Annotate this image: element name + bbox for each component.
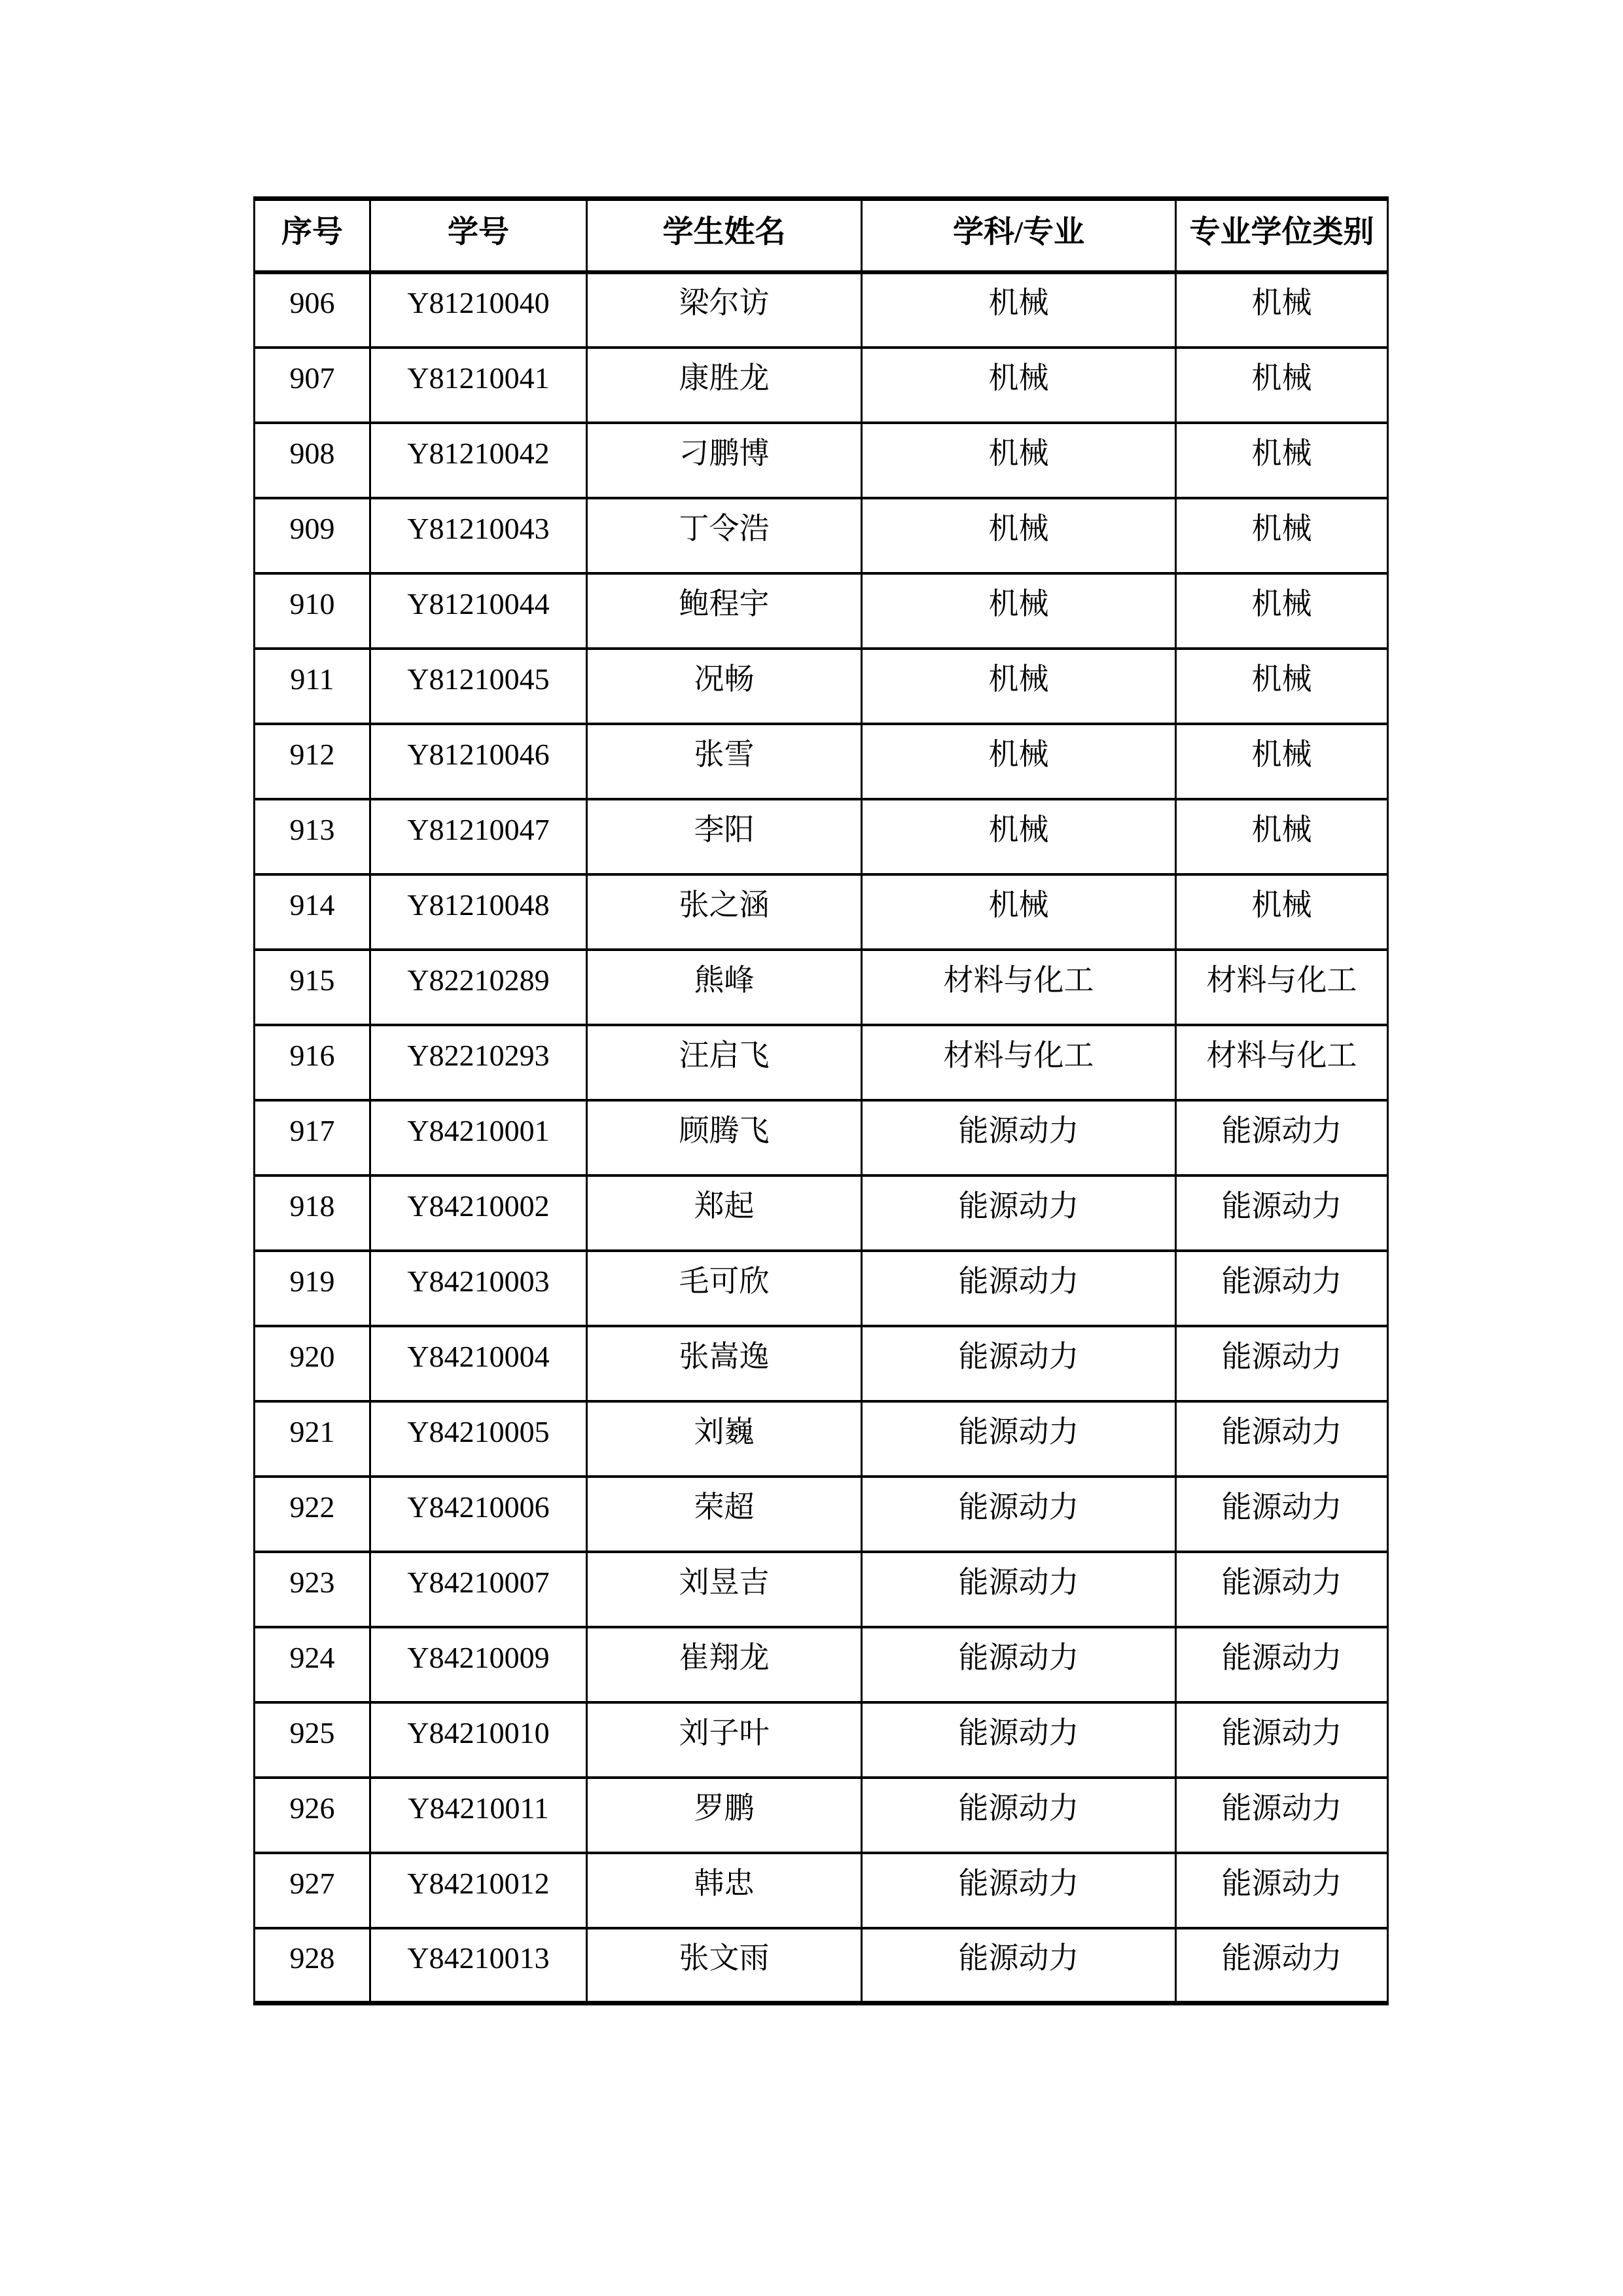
cell-student-id: Y82210293 (370, 1025, 587, 1100)
cell-serial: 913 (255, 799, 370, 874)
cell-student-name: 梁尔访 (587, 272, 862, 348)
cell-student-name: 毛可欣 (587, 1251, 862, 1326)
cell-degree-category: 能源动力 (1176, 1251, 1388, 1326)
cell-serial: 907 (255, 348, 370, 423)
cell-serial: 921 (255, 1401, 370, 1477)
cell-serial: 918 (255, 1175, 370, 1251)
cell-student-id: Y81210040 (370, 272, 587, 348)
cell-major: 能源动力 (862, 1702, 1176, 1778)
cell-serial: 914 (255, 874, 370, 950)
cell-student-id: Y81210048 (370, 874, 587, 950)
cell-student-name: 张文雨 (587, 1928, 862, 2003)
cell-degree-category: 机械 (1176, 874, 1388, 950)
table-row (255, 423, 1388, 498)
cell-student-id: Y84210001 (370, 1100, 587, 1175)
cell-serial: 909 (255, 498, 370, 573)
table-row (255, 1702, 1388, 1778)
cell-student-name: 罗鹏 (587, 1778, 862, 1853)
column-header-student-id: 学号 (370, 199, 587, 272)
column-header-serial: 序号 (255, 199, 370, 272)
cell-student-id: Y84210009 (370, 1627, 587, 1702)
cell-serial: 919 (255, 1251, 370, 1326)
cell-major: 能源动力 (862, 1401, 1176, 1477)
cell-degree-category: 机械 (1176, 573, 1388, 649)
cell-student-name: 鲍程宇 (587, 573, 862, 649)
table-row (255, 1778, 1388, 1853)
table-row (255, 1175, 1388, 1251)
cell-major: 能源动力 (862, 1326, 1176, 1401)
cell-student-id: Y84210012 (370, 1853, 587, 1928)
student-roster-table (253, 196, 1389, 2005)
cell-major: 能源动力 (862, 1100, 1176, 1175)
table-row (255, 1326, 1388, 1401)
cell-degree-category: 机械 (1176, 348, 1388, 423)
cell-degree-category: 能源动力 (1176, 1100, 1388, 1175)
cell-student-name: 李阳 (587, 799, 862, 874)
cell-degree-category: 能源动力 (1176, 1853, 1388, 1928)
table-row (255, 950, 1388, 1025)
cell-serial: 908 (255, 423, 370, 498)
cell-student-name: 顾腾飞 (587, 1100, 862, 1175)
cell-degree-category: 机械 (1176, 498, 1388, 573)
column-header-degree-category: 专业学位类别 (1176, 199, 1388, 272)
cell-student-id: Y81210043 (370, 498, 587, 573)
cell-student-id: Y81210044 (370, 573, 587, 649)
cell-major: 机械 (862, 498, 1176, 573)
cell-serial: 910 (255, 573, 370, 649)
cell-student-id: Y81210046 (370, 724, 587, 799)
cell-degree-category: 材料与化工 (1176, 1025, 1388, 1100)
cell-major: 能源动力 (862, 1853, 1176, 1928)
cell-student-id: Y82210289 (370, 950, 587, 1025)
table-row (255, 573, 1388, 649)
cell-degree-category: 能源动力 (1176, 1627, 1388, 1702)
cell-serial: 911 (255, 649, 370, 724)
cell-degree-category: 能源动力 (1176, 1552, 1388, 1627)
table-row (255, 1025, 1388, 1100)
cell-student-name: 张雪 (587, 724, 862, 799)
cell-major: 机械 (862, 272, 1176, 348)
cell-degree-category: 能源动力 (1176, 1175, 1388, 1251)
cell-degree-category: 能源动力 (1176, 1702, 1388, 1778)
cell-major: 能源动力 (862, 1552, 1176, 1627)
cell-student-id: Y84210007 (370, 1552, 587, 1627)
cell-student-name: 韩忠 (587, 1853, 862, 1928)
cell-student-id: Y84210006 (370, 1477, 587, 1552)
cell-student-id: Y81210041 (370, 348, 587, 423)
table-row (255, 724, 1388, 799)
cell-serial: 928 (255, 1928, 370, 2003)
cell-student-id: Y84210003 (370, 1251, 587, 1326)
cell-serial: 920 (255, 1326, 370, 1401)
cell-student-id: Y84210004 (370, 1326, 587, 1401)
cell-degree-category: 能源动力 (1176, 1477, 1388, 1552)
cell-student-name: 荣超 (587, 1477, 862, 1552)
cell-student-name: 刘子叶 (587, 1702, 862, 1778)
cell-degree-category: 能源动力 (1176, 1778, 1388, 1853)
cell-student-name: 张之涵 (587, 874, 862, 950)
cell-degree-category: 能源动力 (1176, 1401, 1388, 1477)
table-row (255, 272, 1388, 348)
cell-major: 机械 (862, 799, 1176, 874)
table-row (255, 1251, 1388, 1326)
cell-student-name: 刁鹏博 (587, 423, 862, 498)
cell-degree-category: 机械 (1176, 649, 1388, 724)
table-row (255, 1100, 1388, 1175)
column-header-student-name: 学生姓名 (587, 199, 862, 272)
cell-student-id: Y81210045 (370, 649, 587, 724)
cell-major: 机械 (862, 423, 1176, 498)
cell-major: 能源动力 (862, 1778, 1176, 1853)
cell-student-name: 熊峰 (587, 950, 862, 1025)
table-body (255, 272, 1388, 2003)
cell-serial: 915 (255, 950, 370, 1025)
cell-student-id: Y84210013 (370, 1928, 587, 2003)
cell-serial: 926 (255, 1778, 370, 1853)
cell-degree-category: 机械 (1176, 799, 1388, 874)
cell-major: 能源动力 (862, 1928, 1176, 2003)
table-row (255, 498, 1388, 573)
cell-student-id: Y84210010 (370, 1702, 587, 1778)
cell-degree-category: 能源动力 (1176, 1326, 1388, 1401)
cell-major: 能源动力 (862, 1627, 1176, 1702)
table-row (255, 1401, 1388, 1477)
cell-major: 机械 (862, 573, 1176, 649)
cell-major: 材料与化工 (862, 1025, 1176, 1100)
table-header-row (255, 199, 1388, 272)
cell-student-id: Y81210042 (370, 423, 587, 498)
cell-degree-category: 能源动力 (1176, 1928, 1388, 2003)
cell-student-id: Y84210011 (370, 1778, 587, 1853)
cell-serial: 912 (255, 724, 370, 799)
table-row (255, 1928, 1388, 2003)
cell-student-name: 况畅 (587, 649, 862, 724)
cell-student-id: Y84210002 (370, 1175, 587, 1251)
table-row (255, 1627, 1388, 1702)
cell-major: 机械 (862, 724, 1176, 799)
cell-serial: 922 (255, 1477, 370, 1552)
cell-serial: 906 (255, 272, 370, 348)
cell-serial: 927 (255, 1853, 370, 1928)
cell-serial: 916 (255, 1025, 370, 1100)
cell-student-name: 丁令浩 (587, 498, 862, 573)
cell-degree-category: 机械 (1176, 423, 1388, 498)
cell-student-name: 崔翔龙 (587, 1627, 862, 1702)
table-row (255, 1853, 1388, 1928)
table-row (255, 1477, 1388, 1552)
cell-degree-category: 机械 (1176, 272, 1388, 348)
cell-serial: 923 (255, 1552, 370, 1627)
cell-major: 机械 (862, 649, 1176, 724)
cell-student-name: 汪启飞 (587, 1025, 862, 1100)
cell-student-name: 刘昱吉 (587, 1552, 862, 1627)
cell-student-id: Y84210005 (370, 1401, 587, 1477)
cell-major: 机械 (862, 874, 1176, 950)
cell-degree-category: 材料与化工 (1176, 950, 1388, 1025)
cell-major: 机械 (862, 348, 1176, 423)
cell-major: 能源动力 (862, 1175, 1176, 1251)
cell-student-name: 刘巍 (587, 1401, 862, 1477)
cell-major: 材料与化工 (862, 950, 1176, 1025)
cell-serial: 925 (255, 1702, 370, 1778)
cell-major: 能源动力 (862, 1477, 1176, 1552)
cell-student-id: Y81210047 (370, 799, 587, 874)
cell-student-name: 张嵩逸 (587, 1326, 862, 1401)
table-row (255, 649, 1388, 724)
table-row (255, 799, 1388, 874)
table-row (255, 874, 1388, 950)
cell-major: 能源动力 (862, 1251, 1176, 1326)
cell-serial: 924 (255, 1627, 370, 1702)
table-row (255, 348, 1388, 423)
cell-student-name: 康胜龙 (587, 348, 862, 423)
cell-degree-category: 机械 (1176, 724, 1388, 799)
cell-student-name: 郑起 (587, 1175, 862, 1251)
column-header-major: 学科/专业 (862, 199, 1176, 272)
cell-serial: 917 (255, 1100, 370, 1175)
table-row (255, 1552, 1388, 1627)
